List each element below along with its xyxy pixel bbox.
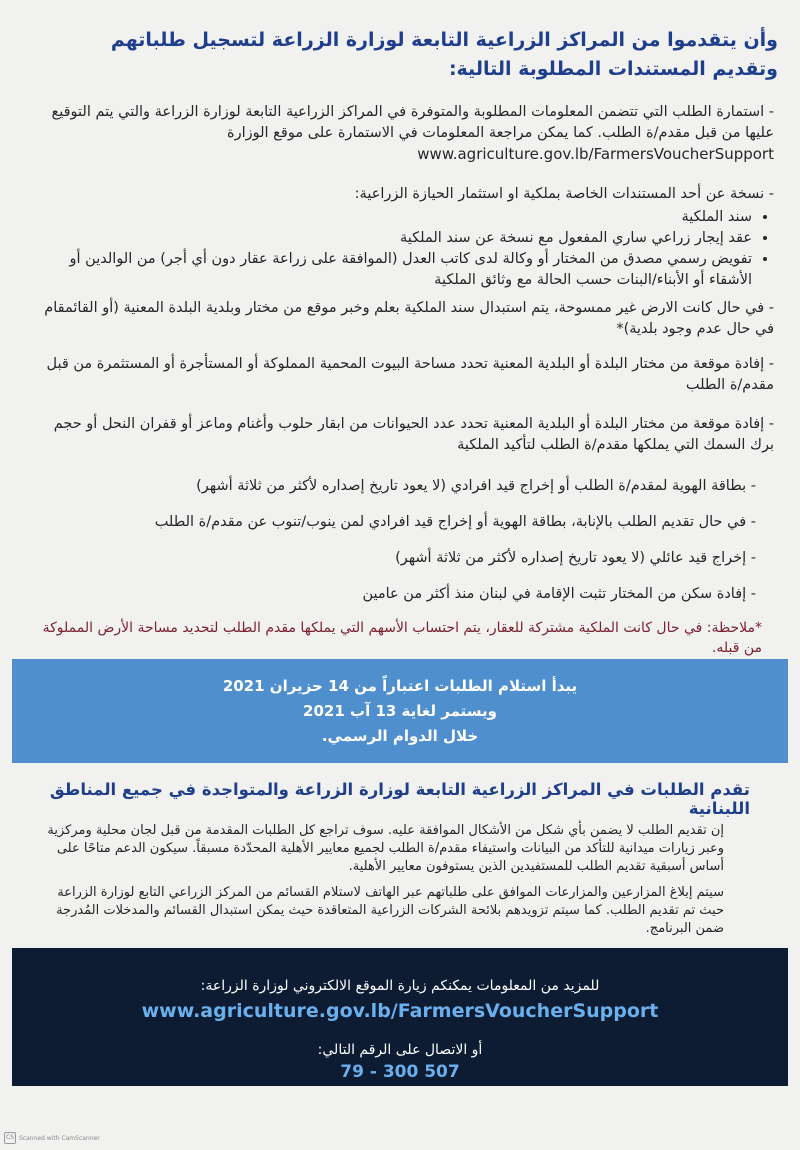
livestock-statement-item: - إفادة موقعة من مختار البلدة أو البلدية المعنية تحدد عدد الحيوانات من ابقار حلوب وأغنام وماعز أو قفران النحل أو حجم برك السمك التي يملكها مقدم/ة الطلب لتأكيد الملكية bbox=[53, 416, 774, 453]
review-paragraph: إن تقديم الطلب لا يضمن بأي شكل من الأشكال الموافقة عليه. سوف تراجع كل الطلبات المقدمة من قبل لجان محلية ومركزية وعبر زيارات ميدانية للتأكد من البيانات واستيفاء مقدم/ة الطلب لجميع معايير الأهلية المحدّدة مسبقاً. سيكون الدعم متاحًا على أساس أسبقية تقديم الطلب للمستفيدين الذين يستوفون معايير الأهلية. bbox=[47, 823, 724, 874]
family-record-item: - إخراج قيد عائلي (لا يعود تاريخ إصداره لأكثر من ثلاثة أشهر) bbox=[395, 550, 756, 566]
dates-line-start: يبدأ استلام الطلبات اعتباراً من 14 حزيران 2021 bbox=[222, 677, 578, 695]
id-card-item: - بطاقة الهوية لمقدم/ة الطلب أو إخراج قيد افرادي (لا يعود تاريخ إصداره لأكثر من ثلاثة أشهر) bbox=[196, 478, 756, 494]
camscanner-logo-icon: CS bbox=[4, 1132, 16, 1144]
ownership-note: *ملاحظة: في حال كانت الملكية مشتركة للعقار، يتم احتساب الأسهم التي يملكها مقدم الطلب لتحديد مساحة الأرض المملوكة من قبله. bbox=[42, 620, 762, 656]
ownership-intro: - نسخة عن أحد المستندات الخاصة بملكية او استثمار الحيازة الزراعية: bbox=[354, 186, 774, 202]
ownership-bullet-list bbox=[28, 207, 774, 291]
form-website-link[interactable]: www.agriculture.gov.lb/FarmersVoucherSupport bbox=[417, 145, 774, 163]
list-item: • سند الملكية bbox=[28, 207, 752, 228]
scanner-watermark bbox=[4, 1132, 100, 1144]
greenhouse-statement-item: - إفادة موقعة من مختار البلدة أو البلدية المعنية تحدد مساحة البيوت المحمية المملوكة أو المستأجرة أو المستثمرة من قبل مقدم/ة الطلب bbox=[46, 356, 774, 393]
dates-line-end: ويستمر لغاية 13 آب 2021 bbox=[303, 702, 497, 720]
unsurveyed-land-item: - في حال كانت الارض غير ممسوحة، يتم استبدال سند الملكية بعلم وخبر موقع من مختار وبلدية البلدة المعنية (أو القائمقام في حال عدم وجود بلدية)* bbox=[44, 300, 774, 337]
residence-item: - إفادة سكن من المختار تثبت الإقامة في لبنان منذ أكثر من عامين bbox=[362, 586, 756, 602]
application-form-text: - استمارة الطلب التي تتضمن المعلومات المطلوبة والمتوفرة في المراكز الزراعية التابعة لوزارة الزراعة والتي يتم التوقيع عليها من قبل مقدم/ة الطلب. كما يمكن مراجعة المعلومات في الاستمارة على موقع الوزارة bbox=[51, 104, 774, 141]
watermark-text: Scanned with CamScanner bbox=[19, 1134, 100, 1142]
submission-subheading: تقدم الطلبات في المراكز الزراعية التابعة لوزارة الزراعة والمتواجدة في جميع المناطق اللبنانية bbox=[49, 780, 750, 818]
proxy-item: - في حال تقديم الطلب بالإنابة، بطاقة الهوية أو إخراج قيد افرادي لمن ينوب/تنوب عن مقدم/ة الطلب bbox=[154, 514, 756, 530]
list-item: • عقد إيجار زراعي ساري المفعول مع نسخة عن سند الملكية bbox=[28, 228, 752, 249]
dates-line-hours: خلال الدوام الرسمي. bbox=[321, 727, 479, 745]
contact-website-link[interactable]: www.agriculture.gov.lb/FarmersVoucherSupport bbox=[141, 1000, 659, 1022]
contact-banner bbox=[12, 948, 788, 1086]
notification-paragraph: سيتم إبلاغ المزارعين والمزارعات الموافق على طلباتهم عبر الهاتف لاستلام القسائم من المركز الزراعي التابع لوزارة الزراعة حيث تم تقديم الطلب. كما سيتم تزويدهم بلائحة الشركات الزراعية المتعاقدة حيث يمكن استبدال القسائم والمدخلات المُدرجة ضمن البرنامج. bbox=[56, 885, 724, 936]
call-text: أو الاتصال على الرقم التالي: bbox=[317, 1042, 483, 1058]
ownership-documents-item bbox=[28, 184, 774, 291]
list-item: • تفويض رسمي مصدق من المختار أو وكالة لدى كاتب العدل (الموافقة على زراعة عقار دون أي أجر) من الوالدين أو الأشقاء أو الأبناء/البنات حسب الحالة مع وثائق الملكية bbox=[28, 249, 752, 291]
more-info-text: للمزيد من المعلومات يمكنكم زيارة الموقع الالكتروني لوزارة الزراعة: bbox=[200, 978, 600, 994]
phone-number: 79 - 300 507 bbox=[340, 1062, 460, 1082]
application-form-item bbox=[28, 102, 774, 165]
application-dates-banner bbox=[12, 659, 788, 763]
documents-heading: وأن يتقدموا من المراكز الزراعية التابعة لوزارة الزراعة لتسجيل طلباتهم وتقديم المستندات المطلوبة التالية: bbox=[110, 29, 778, 80]
